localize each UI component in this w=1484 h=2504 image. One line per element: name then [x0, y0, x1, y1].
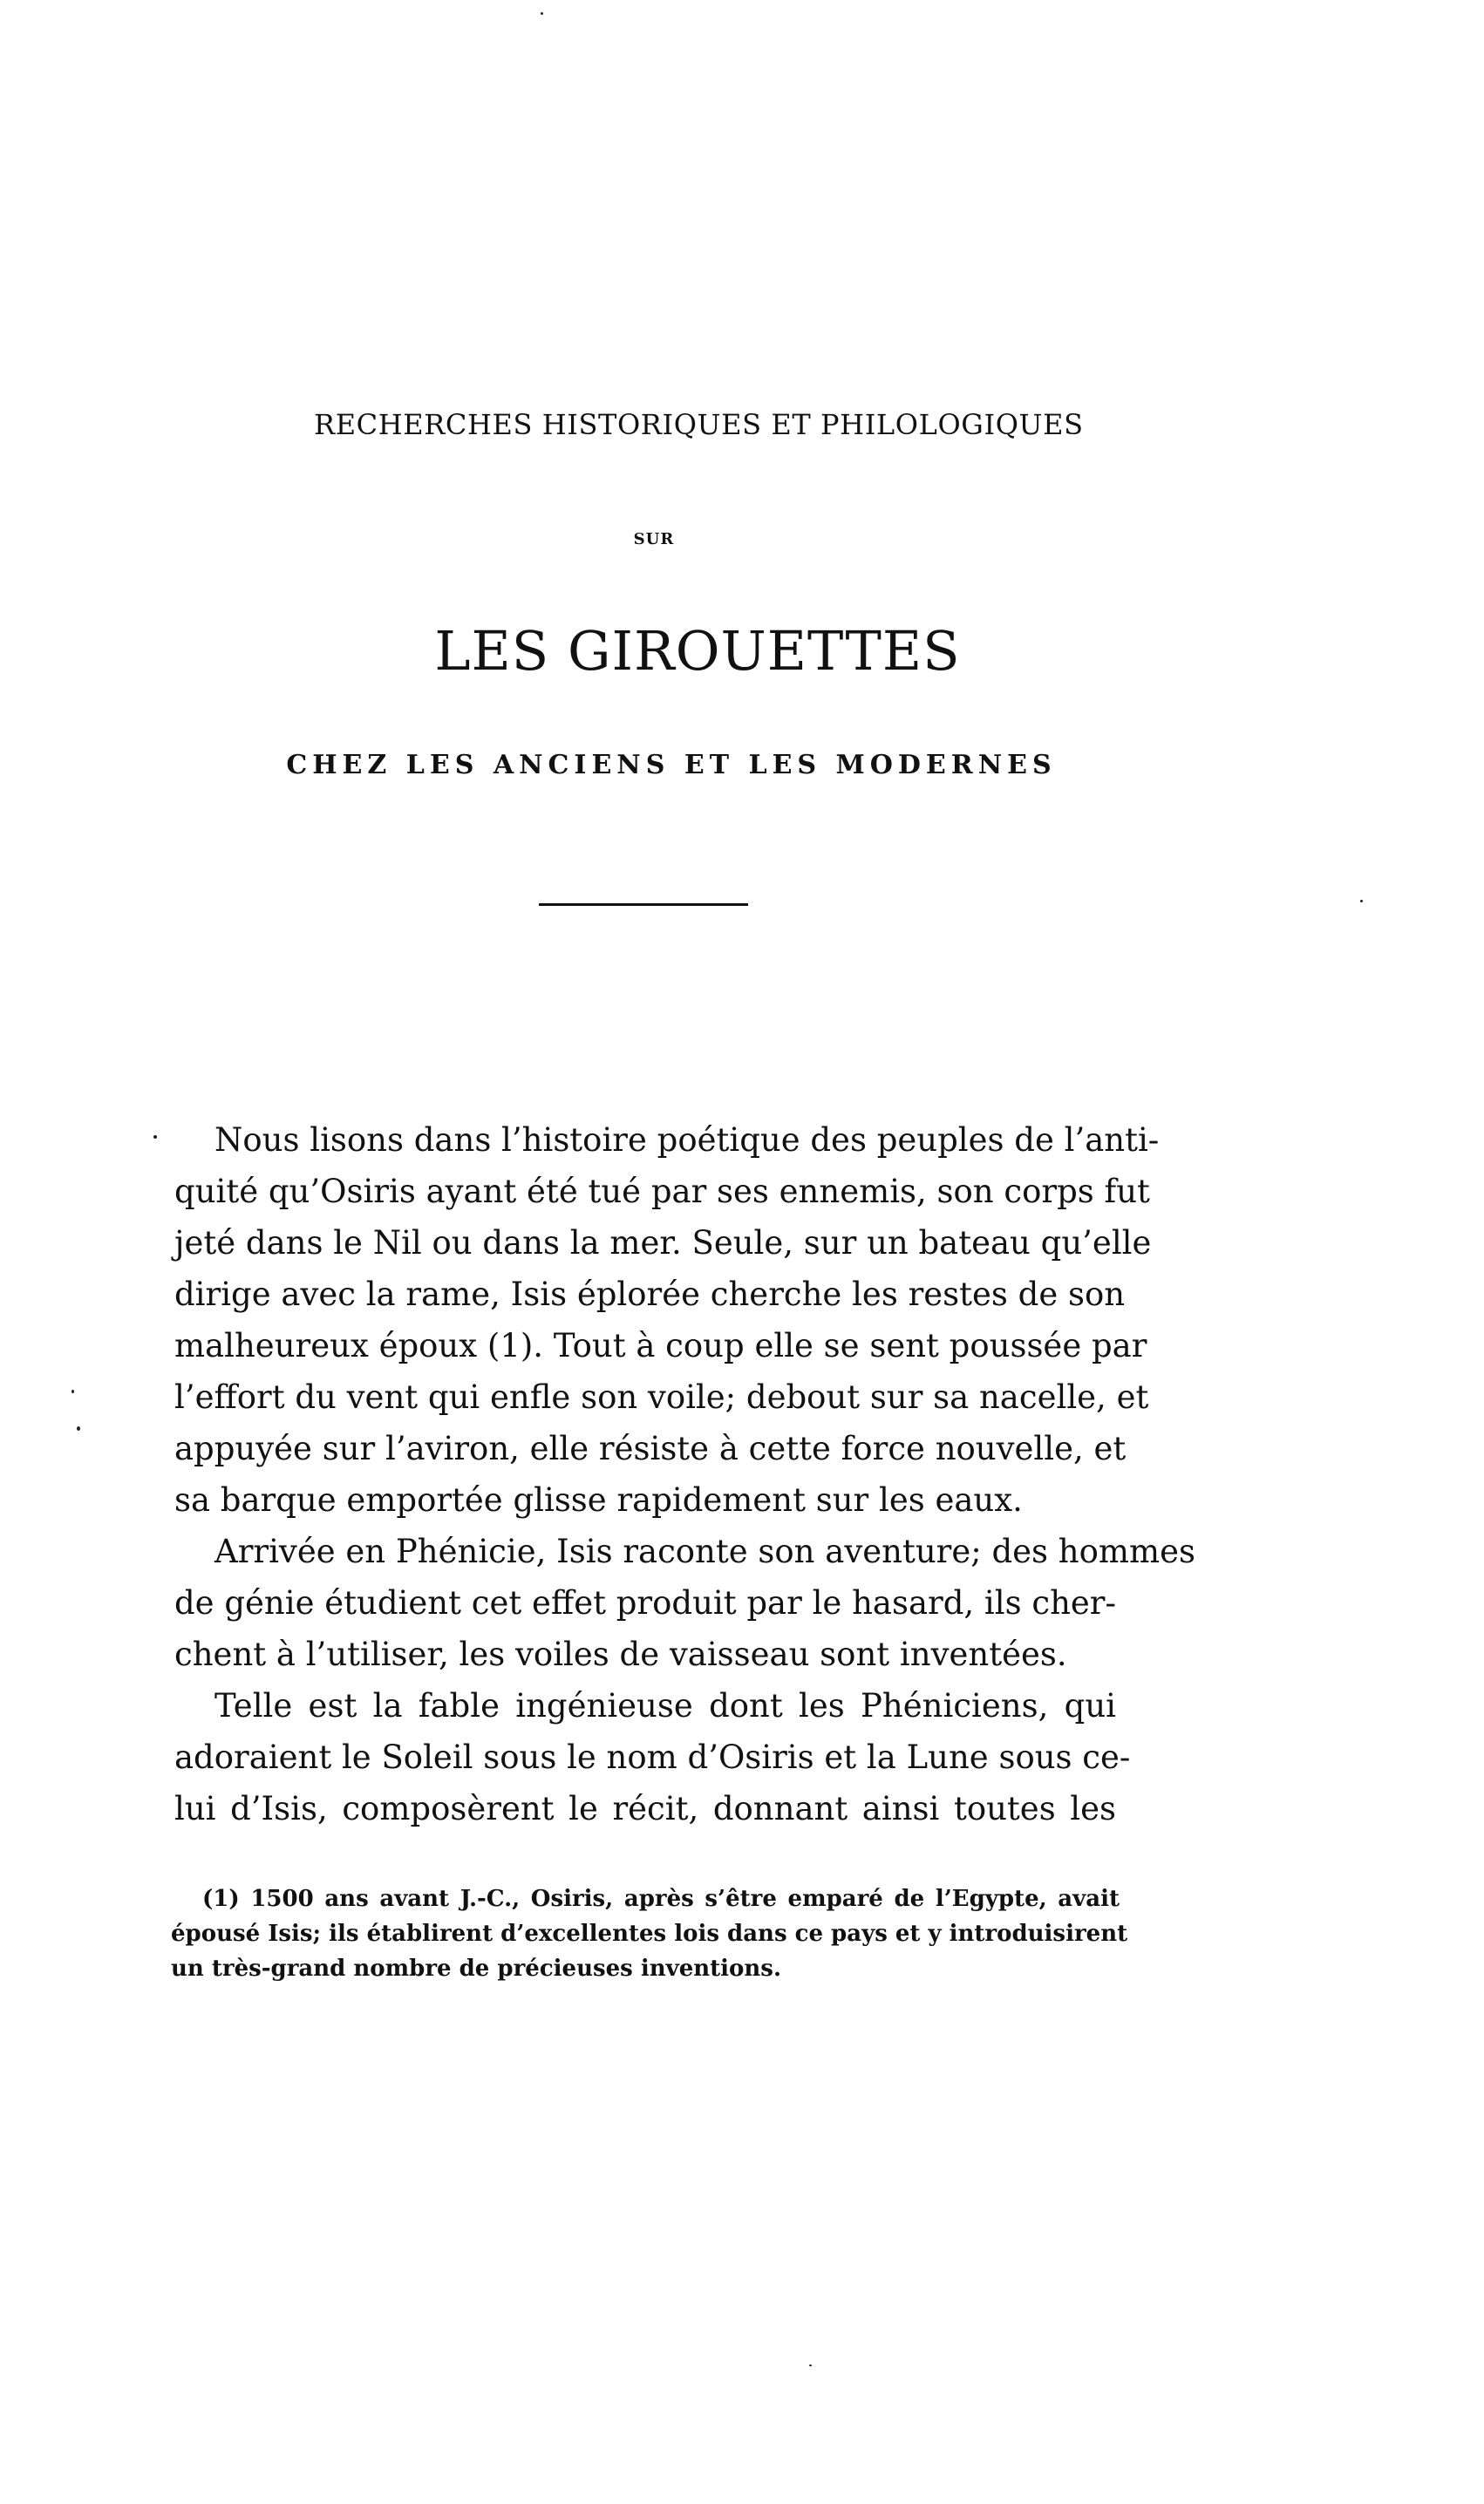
text-line: chent à l’utiliser, les voiles de vaisseau sont inventées. — [174, 1636, 1067, 1673]
header-divider — [539, 903, 748, 906]
heading-connector: SUR — [633, 530, 675, 548]
text-line: adoraient le Soleil sous le nom d’Osiris et la Lune sous ce- — [174, 1739, 1131, 1776]
text-line: jeté dans le Nil ou dans la mer. Seule, sur un bateau qu’elle — [174, 1224, 1152, 1262]
series-heading: RECHERCHES HISTORIQUES ET PHILOLOGIQUES — [314, 408, 1084, 441]
paragraph — [174, 1114, 1160, 1526]
scan-speck — [1360, 900, 1363, 902]
scan-speck — [153, 1135, 157, 1139]
page-title: LES GIROUETTES — [434, 619, 961, 683]
footnote-line: épousé Isis; ils établirent d’excellentes lois dans ce pays et y introduisirent — [171, 1921, 1128, 1947]
text-line: Arrivée en Phénicie, Isis raconte son aventure; des hommes — [214, 1533, 1195, 1570]
scan-speck — [541, 12, 543, 15]
footnote — [171, 1881, 1128, 1986]
text-line: quité qu’Osiris ayant été tué par ses ennemis, son corps fut — [174, 1173, 1150, 1210]
footnote-line: un très-grand nombre de précieuses inventions. — [171, 1956, 781, 1982]
footnote-line: (1) 1500 ans avant J.-C., Osiris, après s’être emparé de l’Egypte, avait — [202, 1886, 1120, 1912]
text-line: dirige avec la rame, Isis éplorée cherche les restes de son — [174, 1276, 1126, 1313]
text-line: lui d’Isis, composèrent le récit, donnant ainsi toutes les — [174, 1790, 1116, 1827]
text-line: Nous lisons dans l’histoire poétique des peuples de l’anti- — [214, 1121, 1160, 1159]
chapter-header — [0, 0, 1484, 942]
paragraph — [174, 1680, 1131, 1834]
scan-speck — [77, 1426, 80, 1431]
scan-speck — [71, 1390, 74, 1393]
scan-speck — [809, 2365, 812, 2366]
text-line: appuyée sur l’aviron, elle résiste à cette force nouvelle, et — [174, 1430, 1127, 1467]
text-line: Telle est la fable ingénieuse dont les Phéniciens, qui — [214, 1687, 1116, 1725]
body-text — [174, 1114, 1195, 1834]
paragraph — [174, 1526, 1195, 1680]
page-subtitle: CHEZ LES ANCIENS ET LES MODERNES — [286, 750, 1057, 780]
text-line: sa barque emportée glisse rapidement sur les eaux. — [174, 1481, 1023, 1519]
text-line: l’effort du vent qui enfle son voile; debout sur sa nacelle, et — [174, 1378, 1149, 1416]
text-line: malheureux époux (1). Tout à coup elle se sent poussée par — [174, 1327, 1147, 1364]
text-line: de génie étudient cet effet produit par le hasard, ils cher- — [174, 1584, 1116, 1622]
